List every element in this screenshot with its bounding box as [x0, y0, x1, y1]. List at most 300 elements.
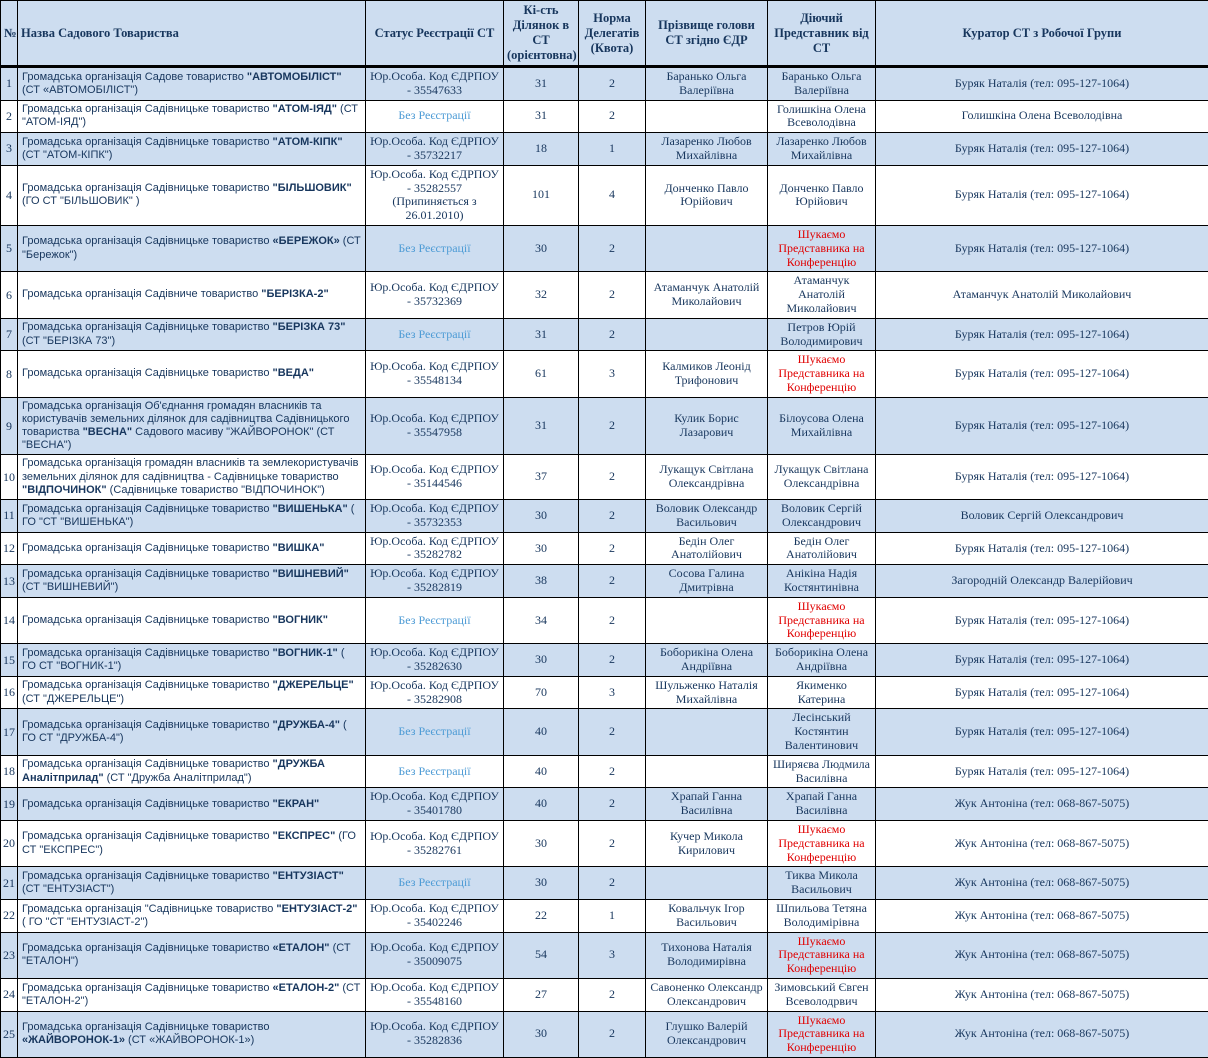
- delegate-quota-cell: 3: [579, 932, 646, 978]
- society-name-suffix: (СТ "Дружба Аналітприлад"): [104, 772, 252, 784]
- delegate-quota-cell: 4: [579, 165, 646, 225]
- acting-representative-cell: Анікіна Надія Костянтинівна: [768, 565, 876, 598]
- column-header-society-name: Назва Садового Товариства: [18, 1, 366, 67]
- row-number: 6: [1, 272, 18, 318]
- society-name-suffix: (СТ "ВИШНЕВИЙ"): [22, 581, 118, 593]
- society-name-prefix: Громадська організація Садівницьке товариство: [22, 982, 273, 994]
- plot-count-cell: 38: [504, 565, 579, 598]
- delegate-quota-cell: 2: [579, 597, 646, 643]
- row-number: 8: [1, 351, 18, 397]
- registration-status-cell: Юр.Особа. Код ЄДРПОУ - 35282761: [366, 820, 504, 866]
- plot-count-cell: 30: [504, 644, 579, 677]
- curator-cell: Жук Антоніна (тел: 068-867-5075): [876, 932, 1208, 978]
- society-name-cell: [18, 565, 366, 598]
- society-name-suffix: (СТ "ЕНТУЗІАСТ"): [22, 883, 114, 895]
- society-name-suffix: (СТ «ЖАЙВОРОНОК-1»): [125, 1034, 254, 1046]
- plot-count-cell: 27: [504, 978, 579, 1011]
- row-number: 16: [1, 676, 18, 709]
- delegate-quota-cell: 2: [579, 820, 646, 866]
- registration-status-cell: Без Реєстрації: [366, 597, 504, 643]
- registration-status-cell: Юр.Особа. Код ЄДРПОУ - 35548160: [366, 978, 504, 1011]
- society-name-cell: [18, 455, 366, 500]
- society-name-bold: "ДЖЕРЕЛЬЦЕ": [273, 679, 354, 691]
- acting-representative-cell: Шпильова Тетяна Володимірівна: [768, 899, 876, 932]
- society-name-prefix: Громадська організація Садівницьке товариство: [22, 103, 273, 115]
- column-header-acting-representative: Діючий Представник від СТ: [768, 1, 876, 67]
- society-name-suffix: (СТ "БЕРІЗКА 73"): [22, 335, 115, 347]
- society-name-prefix: Громадська організація Садове товариство: [22, 71, 247, 83]
- society-name-suffix: (СТ "ЕТАЛОН-2"): [22, 982, 360, 1007]
- row-number: 3: [1, 133, 18, 166]
- delegate-quota-cell: 2: [579, 318, 646, 351]
- registration-status-cell: Юр.Особа. Код ЄДРПОУ - 35282908: [366, 676, 504, 709]
- society-name-prefix: Громадська організація Садівницьке товариство: [22, 235, 273, 247]
- table-row: [1, 100, 1208, 133]
- curator-cell: Жук Антоніна (тел: 068-867-5075): [876, 788, 1208, 821]
- society-name-prefix: Громадська організація Садівницьке товариство: [22, 870, 273, 882]
- registration-status-cell: Юр.Особа. Код ЄДРПОУ - 35732217: [366, 133, 504, 166]
- society-name-cell: [18, 225, 366, 271]
- table-row: [1, 397, 1208, 455]
- head-surname-cell: Савоненко Олександр Олександрович: [646, 978, 768, 1011]
- delegate-quota-cell: 3: [579, 351, 646, 397]
- plot-count-cell: 31: [504, 100, 579, 133]
- row-number: 12: [1, 532, 18, 565]
- curator-cell: Атаманчук Анатолій Миколайович: [876, 272, 1208, 318]
- table-row: [1, 225, 1208, 271]
- plot-count-cell: 61: [504, 351, 579, 397]
- society-name-bold: "АТОМ-КІПК": [273, 136, 343, 148]
- society-name-cell: [18, 500, 366, 533]
- table-row: [1, 788, 1208, 821]
- acting-representative-cell: Шукаємо Представника на Конференцію: [768, 597, 876, 643]
- society-name-cell: [18, 597, 366, 643]
- society-name-bold: "ВИШЕНЬКА": [273, 503, 348, 515]
- society-name-suffix: (Садівницьке товариство "ВІДПОЧИНОК"): [107, 484, 325, 496]
- society-name-suffix: (СТ "Бережок"): [22, 235, 361, 260]
- society-name-bold: "ВОГНИК": [273, 614, 328, 626]
- plot-count-cell: 30: [504, 820, 579, 866]
- society-name-cell: [18, 133, 366, 166]
- curator-cell: Буряк Наталія (тел: 095-127-1064): [876, 351, 1208, 397]
- delegate-quota-cell: 2: [579, 532, 646, 565]
- registration-status-cell: Юр.Особа. Код ЄДРПОУ - 35732369: [366, 272, 504, 318]
- table-row: [1, 1011, 1208, 1057]
- plot-count-cell: 30: [504, 532, 579, 565]
- head-surname-cell: Тихонова Наталія Володимирівна: [646, 932, 768, 978]
- head-surname-cell: [646, 867, 768, 900]
- row-number: 7: [1, 318, 18, 351]
- society-name-bold: «ЕТАЛОН-2": [273, 982, 340, 994]
- registration-status-cell: Без Реєстрації: [366, 100, 504, 133]
- plot-count-cell: 40: [504, 788, 579, 821]
- curator-cell: Буряк Наталія (тел: 095-127-1064): [876, 225, 1208, 271]
- curator-cell: Буряк Наталія (тел: 095-127-1064): [876, 755, 1208, 788]
- delegate-quota-cell: 2: [579, 500, 646, 533]
- head-surname-cell: Баранько Ольга Валеріївна: [646, 67, 768, 101]
- head-surname-cell: Шульженко Наталія Михайлівна: [646, 676, 768, 709]
- column-header-curator: Куратор СТ з Робочої Групи: [876, 1, 1208, 67]
- table-row: [1, 318, 1208, 351]
- delegate-quota-cell: 2: [579, 644, 646, 677]
- registration-status-cell: Юр.Особа. Код ЄДРПОУ - 35282630: [366, 644, 504, 677]
- society-name-bold: "АВТОМОБІЛІСТ": [247, 71, 342, 83]
- curator-cell: Буряк Наталія (тел: 095-127-1064): [876, 133, 1208, 166]
- head-surname-cell: [646, 225, 768, 271]
- table-row: [1, 532, 1208, 565]
- table-row: [1, 500, 1208, 533]
- society-name-bold: "ВЕДА": [273, 367, 315, 379]
- society-name-prefix: Громадська організація Садівницьке товариство: [22, 568, 273, 580]
- column-header-head-surname: Прізвище голови СТ згідно ЄДР: [646, 1, 768, 67]
- society-name-suffix: (СТ "АТОМ-КІПК"): [22, 149, 112, 161]
- society-name-bold: "ЕКРАН": [273, 798, 320, 810]
- curator-cell: Буряк Наталія (тел: 095-127-1064): [876, 165, 1208, 225]
- delegate-quota-cell: 2: [579, 1011, 646, 1057]
- acting-representative-cell: Боборикіна Олена Андріївна: [768, 644, 876, 677]
- society-name-prefix: Громадська організація Садівницьке товариство: [22, 758, 273, 770]
- table-row: [1, 978, 1208, 1011]
- row-number: 20: [1, 820, 18, 866]
- registration-status-cell: Юр.Особа. Код ЄДРПОУ - 35402246: [366, 899, 504, 932]
- society-name-cell: [18, 709, 366, 755]
- society-name-prefix: Громадська організація Садівницьке товариство: [22, 182, 273, 194]
- plot-count-cell: 30: [504, 500, 579, 533]
- curator-cell: Буряк Наталія (тел: 095-127-1064): [876, 67, 1208, 101]
- curator-cell: Буряк Наталія (тел: 095-127-1064): [876, 455, 1208, 500]
- acting-representative-cell: Шукаємо Представника на Конференцію: [768, 351, 876, 397]
- plot-count-cell: 101: [504, 165, 579, 225]
- acting-representative-cell: Якименко Катерина: [768, 676, 876, 709]
- society-name-bold: "БЕРІЗКА 73": [273, 321, 346, 333]
- table-row: [1, 932, 1208, 978]
- table-row: [1, 133, 1208, 166]
- table-row: [1, 899, 1208, 932]
- row-number: 25: [1, 1011, 18, 1057]
- society-name-suffix: ( ГО "СТ "ВИШЕНЬКА"): [22, 503, 354, 528]
- society-name-suffix: ( ГО СТ "ВОГНИК-1"): [22, 647, 345, 672]
- table-row: [1, 565, 1208, 598]
- society-name-bold: "ВИШКА": [273, 542, 325, 554]
- society-name-suffix: ( ГО СТ "ДРУЖБА-4"): [22, 719, 347, 744]
- society-name-cell: [18, 100, 366, 133]
- plot-count-cell: 31: [504, 67, 579, 101]
- row-number: 15: [1, 644, 18, 677]
- society-name-prefix: Громадська організація Садівницьке товариство: [22, 503, 273, 515]
- curator-cell: Буряк Наталія (тел: 095-127-1064): [876, 709, 1208, 755]
- society-name-cell: [18, 351, 366, 397]
- curator-cell: Жук Антоніна (тел: 068-867-5075): [876, 899, 1208, 932]
- curator-cell: Голишкіна Олена Всеволодівна: [876, 100, 1208, 133]
- table-row: [1, 755, 1208, 788]
- table-row: [1, 709, 1208, 755]
- head-surname-cell: Кучер Микола Кирилович: [646, 820, 768, 866]
- head-surname-cell: Калмиков Леонід Трифонович: [646, 351, 768, 397]
- society-name-prefix: Громадська організація Садівницьке товариство: [22, 719, 273, 731]
- row-number: 22: [1, 899, 18, 932]
- society-name-cell: [18, 272, 366, 318]
- society-name-suffix: (ГО СТ "ЕКСПРЕС"): [22, 830, 356, 855]
- acting-representative-cell: Ширяєва Людмила Василівна: [768, 755, 876, 788]
- delegate-quota-cell: 2: [579, 978, 646, 1011]
- registration-status-cell: Юр.Особа. Код ЄДРПОУ - 35401780: [366, 788, 504, 821]
- plot-count-cell: 70: [504, 676, 579, 709]
- acting-representative-cell: Баранько Ольга Валеріївна: [768, 67, 876, 101]
- plot-count-cell: 30: [504, 225, 579, 271]
- plot-count-cell: 22: [504, 899, 579, 932]
- society-name-cell: [18, 318, 366, 351]
- registration-status-cell: Юр.Особа. Код ЄДРПОУ - 35547633: [366, 67, 504, 101]
- acting-representative-cell: Білоусова Олена Михайлівна: [768, 397, 876, 455]
- curator-cell: Буряк Наталія (тел: 095-127-1064): [876, 597, 1208, 643]
- curator-cell: Загородній Олександр Валерійович: [876, 565, 1208, 598]
- society-name-suffix: ( ГО "СТ "ЕНТУЗІАСТ-2"): [22, 916, 148, 928]
- registration-status-cell: Без Реєстрації: [366, 755, 504, 788]
- column-header-plot-count: Кі-сть Ділянок в СТ (орієнтовна): [504, 1, 579, 67]
- table-row: [1, 272, 1208, 318]
- curator-cell: Жук Антоніна (тел: 068-867-5075): [876, 820, 1208, 866]
- delegate-quota-cell: 1: [579, 899, 646, 932]
- curator-cell: Буряк Наталія (тел: 095-127-1064): [876, 318, 1208, 351]
- table-row: [1, 351, 1208, 397]
- head-surname-cell: [646, 755, 768, 788]
- society-name-prefix: Громадська організація Садівницьке товариство: [22, 798, 273, 810]
- acting-representative-cell: Воловик Сергій Олександрович: [768, 500, 876, 533]
- table-row: [1, 67, 1208, 101]
- plot-count-cell: 18: [504, 133, 579, 166]
- head-surname-cell: Донченко Павло Юрійович: [646, 165, 768, 225]
- society-name-prefix: Громадська організація Садівницьке товариство: [22, 942, 273, 954]
- society-name-cell: [18, 67, 366, 101]
- head-surname-cell: [646, 318, 768, 351]
- society-name-cell: [18, 165, 366, 225]
- delegate-quota-cell: 2: [579, 755, 646, 788]
- row-number: 23: [1, 932, 18, 978]
- society-name-bold: «ЖАЙВОРОНОК-1»: [22, 1034, 125, 1046]
- society-name-bold: "БЕРІЗКА-2": [261, 288, 328, 300]
- registration-status-cell: Юр.Особа. Код ЄДРПОУ - 35548134: [366, 351, 504, 397]
- delegate-quota-cell: 2: [579, 867, 646, 900]
- registration-status-cell: Юр.Особа. Код ЄДРПОУ - 35732353: [366, 500, 504, 533]
- curator-cell: Буряк Наталія (тел: 095-127-1064): [876, 397, 1208, 455]
- head-surname-cell: Глушко Валерій Олександрович: [646, 1011, 768, 1057]
- delegate-quota-cell: 2: [579, 788, 646, 821]
- society-name-bold: "ВОГНИК-1": [273, 647, 338, 659]
- plot-count-cell: 40: [504, 709, 579, 755]
- head-surname-cell: Сосова Галина Дмитрівна: [646, 565, 768, 598]
- acting-representative-cell: Лазаренко Любов Михайлівна: [768, 133, 876, 166]
- society-name-bold: "ДРУЖБА-4": [273, 719, 340, 731]
- society-name-suffix: (СТ «АВТОМОБІЛІСТ"): [22, 84, 138, 96]
- society-name-prefix: Громадська організація Садівницьке товариство: [22, 679, 273, 691]
- registration-status-cell: Юр.Особа. Код ЄДРПОУ - 35144546: [366, 455, 504, 500]
- society-name-bold: "ДРУЖБА Аналітприлад": [22, 758, 325, 783]
- society-name-prefix: Громадська організація Садівницьке товариство: [22, 136, 273, 148]
- society-name-prefix: Громадська організація Садівницьке товариство: [22, 830, 273, 842]
- plot-count-cell: 37: [504, 455, 579, 500]
- registration-status-cell: Без Реєстрації: [366, 867, 504, 900]
- society-name-prefix: Громадська організація Садівницьке товариство: [22, 614, 273, 626]
- curator-cell: Жук Антоніна (тел: 068-867-5075): [876, 1011, 1208, 1057]
- head-surname-cell: Бедін Олег Анатолійович: [646, 532, 768, 565]
- society-name-suffix: (ГО СТ "БІЛЬШОВИК" ): [22, 195, 140, 207]
- delegate-quota-cell: 3: [579, 676, 646, 709]
- society-name-cell: [18, 397, 366, 455]
- society-name-cell: [18, 867, 366, 900]
- registration-status-cell: Юр.Особа. Код ЄДРПОУ - 35009075: [366, 932, 504, 978]
- acting-representative-cell: Бедін Олег Анатолійович: [768, 532, 876, 565]
- delegate-quota-cell: 2: [579, 565, 646, 598]
- registration-status-cell: Юр.Особа. Код ЄДРПОУ - 35282836: [366, 1011, 504, 1057]
- society-name-prefix: Громадська організація Садівницьке товариство: [22, 367, 273, 379]
- acting-representative-cell: Шукаємо Представника на Конференцію: [768, 820, 876, 866]
- curator-cell: Буряк Наталія (тел: 095-127-1064): [876, 644, 1208, 677]
- plot-count-cell: 30: [504, 1011, 579, 1057]
- row-number: 14: [1, 597, 18, 643]
- table-row: [1, 820, 1208, 866]
- society-name-prefix: Громадська організація "Садівницьке товариство: [22, 903, 276, 915]
- acting-representative-cell: Тиква Микола Васильович: [768, 867, 876, 900]
- acting-representative-cell: Лукащук Світлана Олександрівна: [768, 455, 876, 500]
- registration-status-cell: Юр.Особа. Код ЄДРПОУ - 35282819: [366, 565, 504, 598]
- plot-count-cell: 40: [504, 755, 579, 788]
- society-name-cell: [18, 676, 366, 709]
- head-surname-cell: [646, 709, 768, 755]
- row-number: 24: [1, 978, 18, 1011]
- registration-status-cell: Юр.Особа. Код ЄДРПОУ - 35282557 (Припиняється з 26.01.2010): [366, 165, 504, 225]
- row-number: 18: [1, 755, 18, 788]
- acting-representative-cell: Атаманчук Анатолій Миколайович: [768, 272, 876, 318]
- head-surname-cell: Атаманчук Анатолій Миколайович: [646, 272, 768, 318]
- society-name-cell: [18, 820, 366, 866]
- delegate-quota-cell: 2: [579, 272, 646, 318]
- society-name-cell: [18, 978, 366, 1011]
- society-name-cell: [18, 532, 366, 565]
- delegate-quota-cell: 2: [579, 225, 646, 271]
- curator-cell: Буряк Наталія (тел: 095-127-1064): [876, 532, 1208, 565]
- society-name-prefix: Громадська організація Садівниче товариство: [22, 288, 261, 300]
- plot-count-cell: 34: [504, 597, 579, 643]
- society-name-bold: "ВЕСНА": [83, 426, 133, 438]
- delegate-quota-cell: 2: [579, 100, 646, 133]
- head-surname-cell: Боборикіна Олена Андріївна: [646, 644, 768, 677]
- society-name-prefix: Громадська організація Садівницьке товариство: [22, 647, 273, 659]
- registration-status-cell: Без Реєстрації: [366, 709, 504, 755]
- society-name-cell: [18, 1011, 366, 1057]
- plot-count-cell: 32: [504, 272, 579, 318]
- row-number: 5: [1, 225, 18, 271]
- delegate-quota-cell: 2: [579, 709, 646, 755]
- society-name-prefix: Громадська організація Садівницьке товариство: [22, 321, 273, 333]
- column-header-number: №: [1, 1, 18, 67]
- table-header: [1, 1, 1208, 67]
- row-number: 4: [1, 165, 18, 225]
- society-name-bold: «ЕТАЛОН": [273, 942, 330, 954]
- acting-representative-cell: Лесінський Костянтин Валентинович: [768, 709, 876, 755]
- society-name-prefix: Громадська організація Садівницьке товариство: [22, 542, 273, 554]
- head-surname-cell: Ковальчук Ігор Васильович: [646, 899, 768, 932]
- table-row: [1, 644, 1208, 677]
- society-name-bold: "АТОМ-ІЯД": [273, 103, 337, 115]
- registration-status-cell: Без Реєстрації: [366, 318, 504, 351]
- table-row: [1, 676, 1208, 709]
- delegate-quota-cell: 2: [579, 455, 646, 500]
- row-number: 13: [1, 565, 18, 598]
- society-name-cell: [18, 899, 366, 932]
- society-name-bold: "ЕНТУЗІАСТ": [273, 870, 344, 882]
- table-body: [1, 67, 1208, 1058]
- society-name-suffix: (СТ "АТОМ-ІЯД"): [22, 103, 358, 128]
- society-name-bold: "ЕНТУЗІАСТ-2": [276, 903, 357, 915]
- society-name-suffix: (СТ "ДЖЕРЕЛЬЦЕ"): [22, 693, 124, 705]
- curator-cell: Жук Антоніна (тел: 068-867-5075): [876, 867, 1208, 900]
- plot-count-cell: 30: [504, 867, 579, 900]
- society-name-suffix: (СТ "ЕТАЛОН"): [22, 942, 351, 967]
- society-name-suffix: Садового масиву "ЖАЙВОРОНОК" (СТ "ВЕСНА"): [22, 426, 334, 451]
- curator-cell: Буряк Наталія (тел: 095-127-1064): [876, 676, 1208, 709]
- society-name-prefix: Громадська організація громадян власників та землекористувачів земельних ділянок для садівництва - Садівницьке товариство: [22, 457, 358, 482]
- table-row: [1, 165, 1208, 225]
- society-name-cell: [18, 788, 366, 821]
- registration-status-cell: Юр.Особа. Код ЄДРПОУ - 35282782: [366, 532, 504, 565]
- head-surname-cell: Лазаренко Любов Михайлівна: [646, 133, 768, 166]
- head-surname-cell: Лукащук Світлана Олександрівна: [646, 455, 768, 500]
- column-header-registration-status: Статус Реєстрації СТ: [366, 1, 504, 67]
- row-number: 10: [1, 455, 18, 500]
- delegate-quota-cell: 2: [579, 67, 646, 101]
- acting-representative-cell: Шукаємо Представника на Конференцію: [768, 225, 876, 271]
- head-surname-cell: Кулик Борис Лазарович: [646, 397, 768, 455]
- curator-cell: Воловик Сергій Олександрович: [876, 500, 1208, 533]
- society-name-bold: "БІЛЬШОВИК": [273, 182, 352, 194]
- society-name-cell: [18, 755, 366, 788]
- head-surname-cell: Воловик Олександр Васильович: [646, 500, 768, 533]
- table-row: [1, 597, 1208, 643]
- plot-count-cell: 31: [504, 397, 579, 455]
- row-number: 1: [1, 67, 18, 101]
- delegate-quota-cell: 2: [579, 397, 646, 455]
- row-number: 9: [1, 397, 18, 455]
- table-row: [1, 867, 1208, 900]
- society-name-cell: [18, 932, 366, 978]
- registration-status-cell: Юр.Особа. Код ЄДРПОУ - 35547958: [366, 397, 504, 455]
- society-name-bold: «БЕРЕЖОК»: [273, 235, 340, 247]
- acting-representative-cell: Шукаємо Представника на Конференцію: [768, 1011, 876, 1057]
- curator-cell: Жук Антоніна (тел: 068-867-5075): [876, 978, 1208, 1011]
- acting-representative-cell: Голишкіна Олена Всеволодівна: [768, 100, 876, 133]
- row-number: 19: [1, 788, 18, 821]
- plot-count-cell: 54: [504, 932, 579, 978]
- registration-status-cell: Без Реєстрації: [366, 225, 504, 271]
- society-name-prefix: Громадська організація Об'єднання громадян власників та користувачів земельних ділянок для садівництва Садівницького товариства: [22, 400, 349, 438]
- acting-representative-cell: Храпай Ганна Василівна: [768, 788, 876, 821]
- row-number: 11: [1, 500, 18, 533]
- row-number: 2: [1, 100, 18, 133]
- society-name-bold: "ЕКСПРЕС": [273, 830, 336, 842]
- society-name-bold: "ВИШНЕВИЙ": [273, 568, 349, 580]
- table-row: [1, 455, 1208, 500]
- acting-representative-cell: Петров Юрій Володимирович: [768, 318, 876, 351]
- delegate-quota-cell: 1: [579, 133, 646, 166]
- head-surname-cell: Храпай Ганна Василівна: [646, 788, 768, 821]
- plot-count-cell: 31: [504, 318, 579, 351]
- row-number: 17: [1, 709, 18, 755]
- acting-representative-cell: Донченко Павло Юрійович: [768, 165, 876, 225]
- row-number: 21: [1, 867, 18, 900]
- acting-representative-cell: Зимовський Євген Всеволодрвич: [768, 978, 876, 1011]
- society-name-bold: "ВІДПОЧИНОК": [22, 484, 107, 496]
- acting-representative-cell: Шукаємо Представника на Конференцію: [768, 932, 876, 978]
